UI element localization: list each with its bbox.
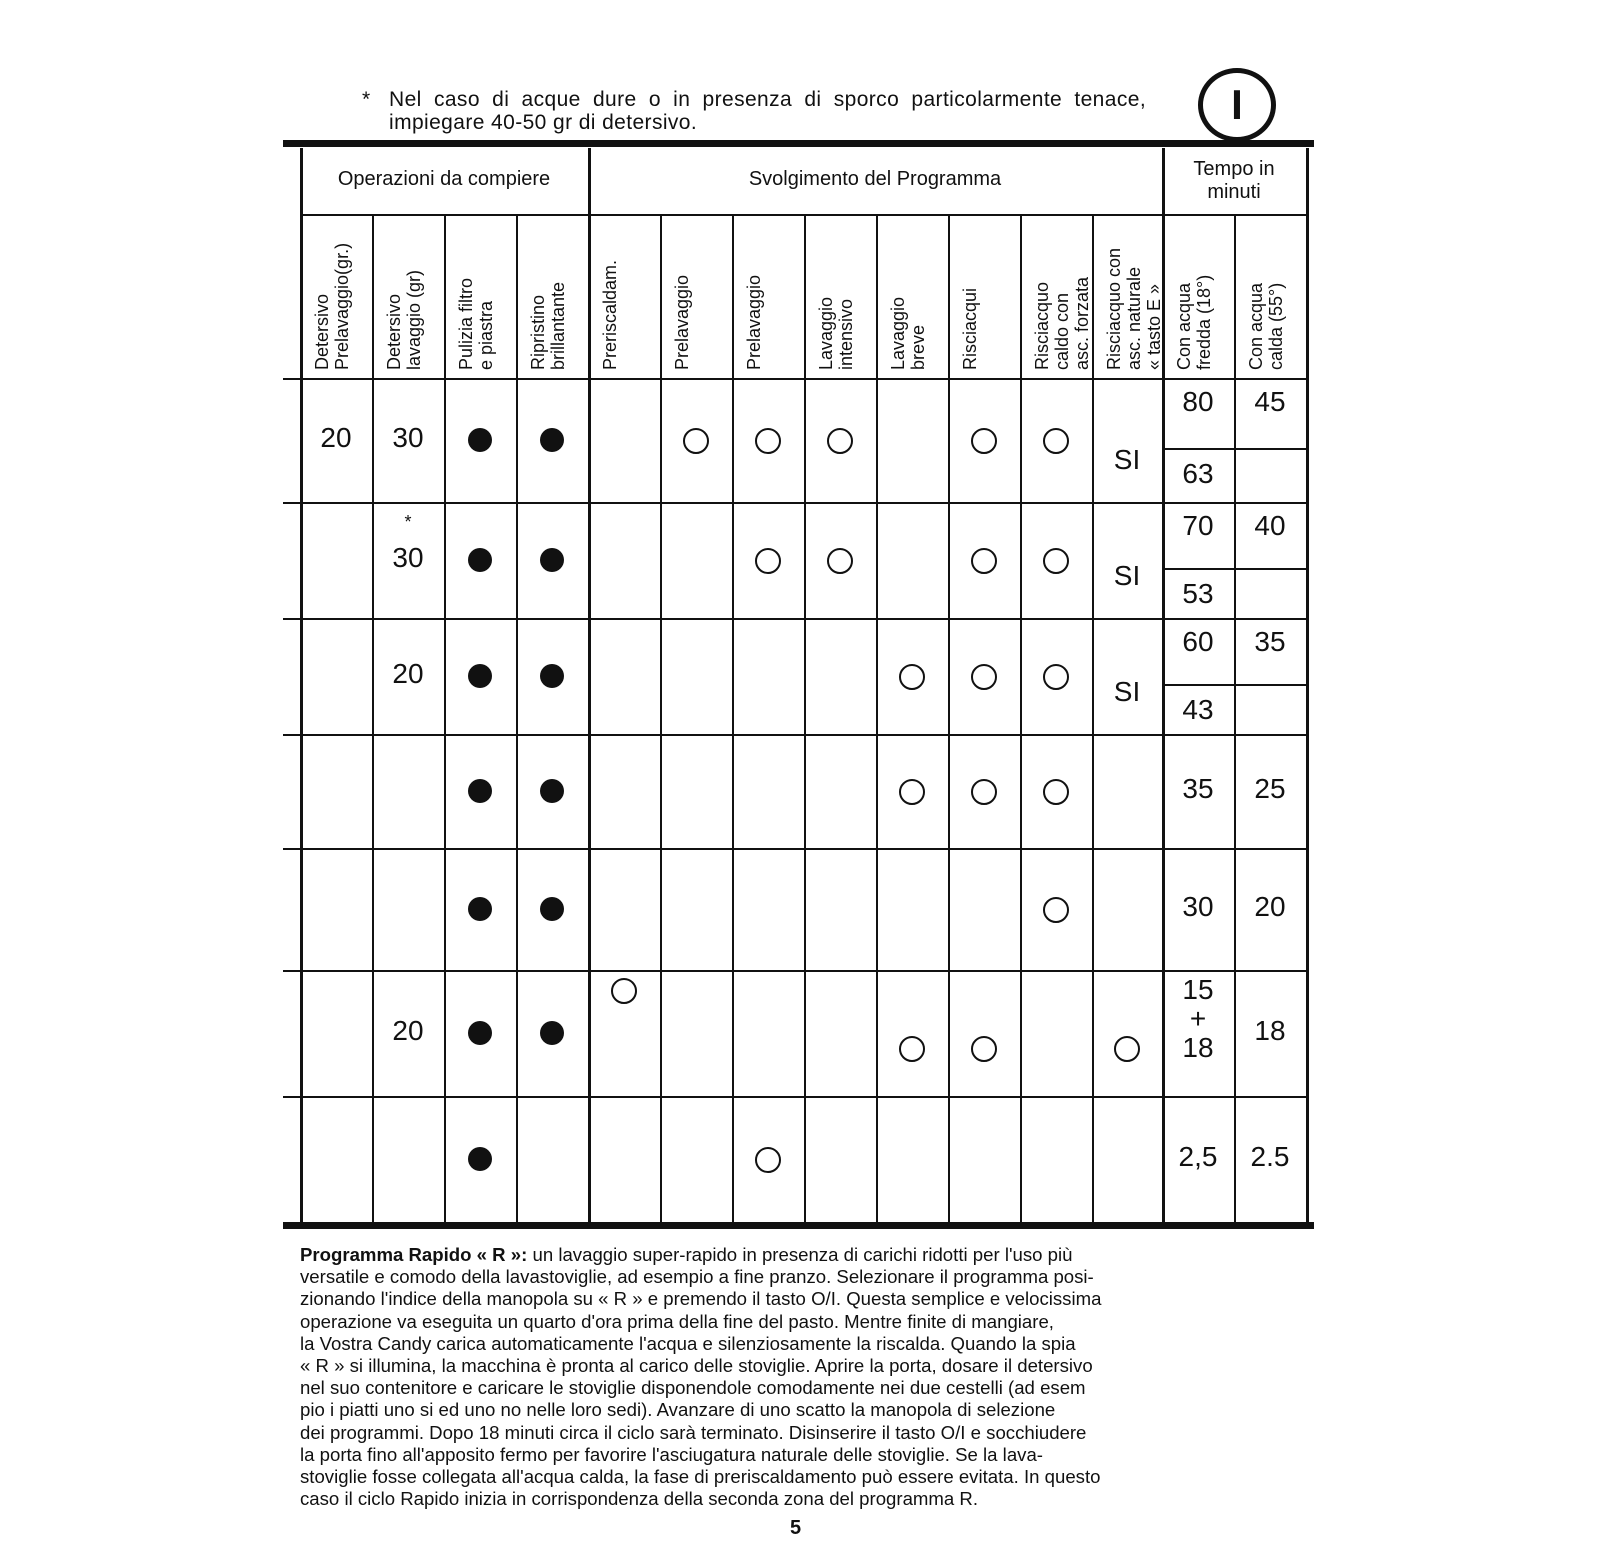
det-prelavaggio-value: 20 [320, 422, 352, 453]
time-cold-value: 63 [1182, 458, 1214, 489]
column-header-label: Con acqua fredda (18°) [1174, 274, 1214, 370]
table-top-border [283, 140, 1314, 147]
filter-cleaning-dot [468, 548, 492, 572]
header-bottom-line [283, 378, 1306, 380]
det-lavaggio-value: 20 [392, 658, 424, 689]
time-hot-value: 2.5 [1250, 1141, 1290, 1172]
time-subrow-line [1162, 448, 1306, 450]
phase-ring [1043, 548, 1069, 574]
time-cold-plus: + [1189, 1003, 1207, 1034]
time-hot-value: 35 [1254, 626, 1286, 657]
phase-ring [899, 1036, 925, 1062]
header-time: Tempo in minuti [1193, 158, 1275, 203]
time-hot-value: 18 [1254, 1015, 1286, 1046]
footnote-line-1: Nel caso di acque dure o in presenza di sporco particolarmente tenace, [389, 88, 1147, 111]
phase-ring [971, 428, 997, 454]
filter-cleaning-dot [468, 1147, 492, 1171]
filter-cleaning-dot [468, 664, 492, 688]
column-line [804, 214, 806, 1222]
det-lavaggio-mark: * [404, 512, 412, 532]
column-header-label: Detersivo lavaggio (gr) [384, 269, 424, 370]
time-cold-value: 35 [1182, 773, 1214, 804]
time-hot-value: 45 [1254, 386, 1286, 417]
natural-drying-si: SI [1113, 444, 1141, 475]
rapid-program-description [300, 1244, 1318, 1510]
column-header-label: Lavaggio intensivo [816, 296, 856, 370]
row-separator [283, 502, 1306, 504]
column-line [1092, 214, 1094, 1222]
rapid-line: Programma Rapido « R »: un lavaggio super-rapido in presenza di carichi ridotti per l'uso più [300, 1244, 1073, 1265]
phase-ring [683, 428, 709, 454]
column-line [948, 214, 950, 1222]
time-cold-value: 70 [1182, 510, 1214, 541]
column-header-label: Risciacquo con asc. naturale « tasto E » [1104, 247, 1164, 370]
column-line [660, 214, 662, 1222]
column-line [1020, 214, 1022, 1222]
phase-ring [971, 1036, 997, 1062]
rinse-aid-dot [540, 428, 564, 452]
filter-cleaning-dot [468, 779, 492, 803]
time-hot-value: 40 [1254, 510, 1286, 541]
rapid-line: caso il ciclo Rapido inizia in corrispondenza della seconda zona del programma R. [300, 1488, 978, 1510]
column-header-label: Prelavaggio [744, 274, 764, 370]
phase-ring [1043, 428, 1069, 454]
page-number: 5 [790, 1517, 802, 1539]
column-line [444, 214, 446, 1222]
rapid-line: la porta fino all'apposito fermo per favorire l'asciugatura naturale delle stoviglie. Se la lava- [300, 1443, 1043, 1465]
column-header-label: Ripristino brillantante [528, 281, 568, 370]
phase-ring [1043, 897, 1069, 923]
filter-cleaning-dot [468, 1021, 492, 1045]
phase-ring [827, 428, 853, 454]
rinse-aid-dot [540, 779, 564, 803]
rapid-line: dei programmi. Dopo 18 minuti circa il ciclo sarà terminato. Disinserire il tasto O/I e socchiudere [300, 1421, 1087, 1443]
footnote-star: * [362, 88, 371, 111]
time-hot-value: 25 [1254, 773, 1286, 804]
column-header-label: Lavaggio breve [888, 296, 928, 370]
language-badge: I [1198, 68, 1276, 142]
natural-drying-si: SI [1113, 560, 1141, 591]
rapid-line: nel suo contenitore e caricare le stoviglie disponendole comodamente nei due cestelli (ad esem [300, 1377, 1086, 1399]
row-separator [283, 848, 1306, 850]
phase-ring [755, 1147, 781, 1173]
phase-ring [755, 428, 781, 454]
phase-ring [971, 664, 997, 690]
phase-ring [899, 779, 925, 805]
rapid-line: operazione va eseguita un quarto d'ora prima della fine del pasto. Mentre finite di mangiare, [300, 1310, 1054, 1332]
phase-ring [755, 548, 781, 574]
row-separator [283, 734, 1306, 736]
row-separator [283, 618, 1306, 620]
column-line [372, 214, 374, 1222]
header-operations: Operazioni da compiere [337, 168, 551, 190]
filter-cleaning-dot [468, 897, 492, 921]
phase-ring [611, 978, 637, 1004]
phase-ring [827, 548, 853, 574]
time-cold-value: 30 [1182, 891, 1214, 922]
column-header-label: Prelavaggio [672, 274, 692, 370]
column-header-label: Preriscaldam. [600, 259, 620, 370]
time-subrow-line [1162, 684, 1306, 686]
column-line [516, 214, 518, 1222]
phase-ring [899, 664, 925, 690]
column-line [1234, 214, 1236, 1222]
column-line [1306, 148, 1309, 1222]
time-cold-value: 60 [1182, 626, 1214, 657]
column-line [876, 214, 878, 1222]
column-header-label: Con acqua calda (55°) [1246, 282, 1286, 370]
table-bottom-border [283, 1222, 1314, 1229]
phase-ring [1043, 779, 1069, 805]
column-header-label: Pulizia filtro e piastra [456, 277, 496, 370]
footnote-line-2: impiegare 40-50 gr di detersivo. [389, 111, 698, 134]
filter-cleaning-dot [468, 428, 492, 452]
det-lavaggio-value: 30 [392, 542, 424, 573]
row-separator [283, 1096, 1306, 1098]
rapid-line: la Vostra Candy carica automaticamente l'acqua e silenziosamente la riscalda. Quando la spia [300, 1332, 1076, 1354]
rinse-aid-dot [540, 897, 564, 921]
phase-ring [971, 779, 997, 805]
rapid-title: Programma Rapido « R »: [300, 1244, 528, 1265]
rinse-aid-dot [540, 548, 564, 572]
column-line [300, 148, 303, 1222]
rapid-line: versatile e comodo della lavastoviglie, ad esempio a fine pranzo. Selezionare il programma posi- [300, 1266, 1094, 1288]
det-lavaggio-value: 30 [392, 422, 424, 453]
time-subrow-line [1162, 568, 1306, 570]
column-header-label: Risciacquo caldo con asc. forzata [1032, 276, 1092, 370]
time-cold-value: 15 [1182, 974, 1214, 1005]
time-cold-value: 53 [1182, 578, 1214, 609]
phase-ring [1043, 664, 1069, 690]
rapid-line: pio i piatti uno si ed uno no nelle loro sedi). Avanzare di uno scatto la manopola di selezione [300, 1399, 1056, 1421]
det-lavaggio-value: 20 [392, 1015, 424, 1046]
column-header-label: Risciacqui [960, 287, 980, 370]
natural-drying-ring [1114, 1036, 1140, 1062]
rapid-line: stoviglie fosse collegata all'acqua calda, la fase di preriscaldamento può essere evitata. In questo [300, 1466, 1101, 1488]
header-program: Svolgimento del Programma [748, 168, 1002, 190]
column-line [588, 148, 591, 1222]
rinse-aid-dot [540, 664, 564, 688]
time-cold-value: 43 [1182, 694, 1214, 725]
rapid-line: « R » si illumina, la macchina è pronta al carico delle stoviglie. Aprire la porta, dosare il detersivo [300, 1355, 1093, 1377]
phase-ring [971, 548, 997, 574]
natural-drying-si: SI [1113, 676, 1141, 707]
time-cold-value: 2,5 [1178, 1141, 1218, 1172]
row-separator [283, 970, 1306, 972]
time-hot-value: 20 [1254, 891, 1286, 922]
column-line [732, 214, 734, 1222]
column-header-label: Detersivo Prelavaggio(gr.) [312, 242, 352, 370]
rinse-aid-dot [540, 1021, 564, 1045]
time-cold-value: 80 [1182, 386, 1214, 417]
time-cold-value: 18 [1182, 1032, 1214, 1063]
header-separator [300, 214, 1306, 216]
rapid-line: zionando l'indice della manopola su « R » e premendo il tasto O/I. Questa semplice e velocissima [300, 1288, 1102, 1310]
